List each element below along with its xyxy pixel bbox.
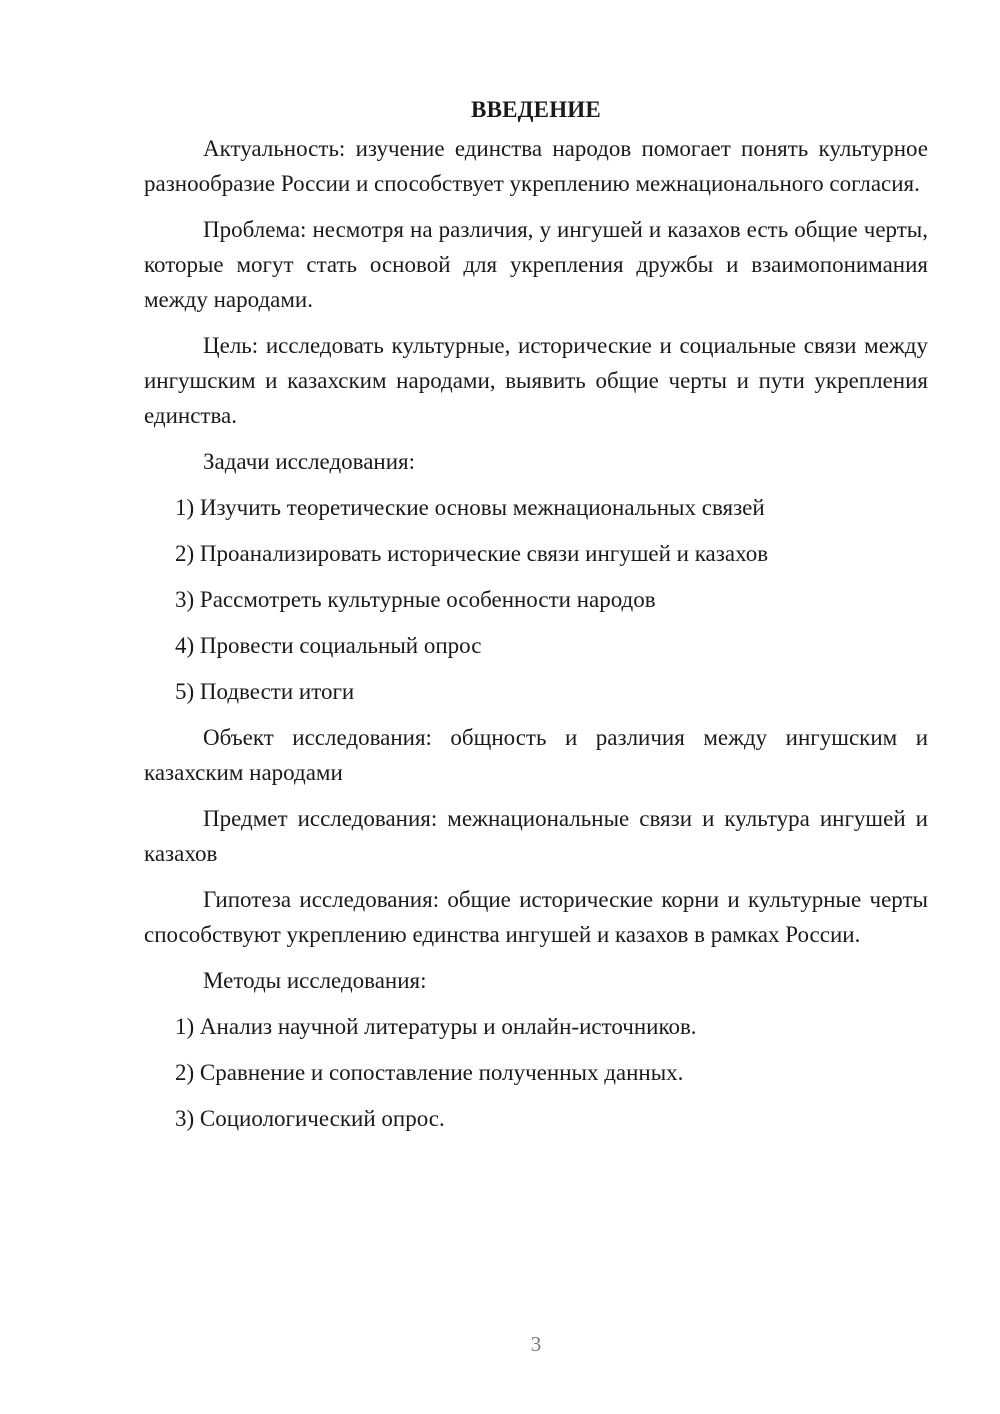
- page-number: 3: [530, 1332, 542, 1356]
- method-item-3: 3) Социологический опрос.: [175, 1106, 445, 1131]
- task-item-3: 3) Рассмотреть культурные особенности народов: [175, 587, 656, 612]
- tasks-list: [144, 490, 928, 709]
- paragraph-problem: Проблема: несмотря на различия, у ингушей и казахов есть общие черты, которые могут стать основой для укрепления дружбы и взаимопонимания между народами.: [144, 217, 928, 312]
- page-content: [144, 92, 928, 1147]
- task-item-1: 1) Изучить теоретические основы межнациональных связей: [175, 495, 765, 520]
- paragraph-hypothesis: Гипотеза исследования: общие исторические корни и культурные черты способствуют укреплению единства ингушей и казахов в рамках России.: [144, 887, 928, 947]
- method-item-2: 2) Сравнение и сопоставление полученных данных.: [175, 1060, 684, 1085]
- task-item-2: 2) Проанализировать исторические связи ингушей и казахов: [175, 541, 769, 566]
- paragraph-goal: Цель: исследовать культурные, исторические и социальные связи между ингушским и казахским народами, выявить общие черты и пути укрепления единства.: [144, 333, 928, 428]
- page-heading: ВВЕДЕНИЕ: [471, 97, 601, 122]
- methods-list: [144, 1009, 928, 1136]
- tasks-label: Задачи исследования:: [203, 449, 416, 474]
- paragraph-object: Объект исследования: общность и различия между ингушским и казахским народами: [144, 725, 928, 785]
- paragraph-relevance: Актуальность: изучение единства народов помогает понять культурное разнообразие России и способствует укреплению межнационального согласия.: [144, 136, 928, 196]
- task-item-4: 4) Провести социальный опрос: [175, 633, 482, 658]
- method-item-1: 1) Анализ научной литературы и онлайн-источников.: [175, 1014, 697, 1039]
- paragraph-subject: Предмет исследования: межнациональные связи и культура ингушей и казахов: [144, 806, 928, 866]
- task-item-5: 5) Подвести итоги: [175, 679, 355, 704]
- methods-label: Методы исследования:: [203, 968, 427, 993]
